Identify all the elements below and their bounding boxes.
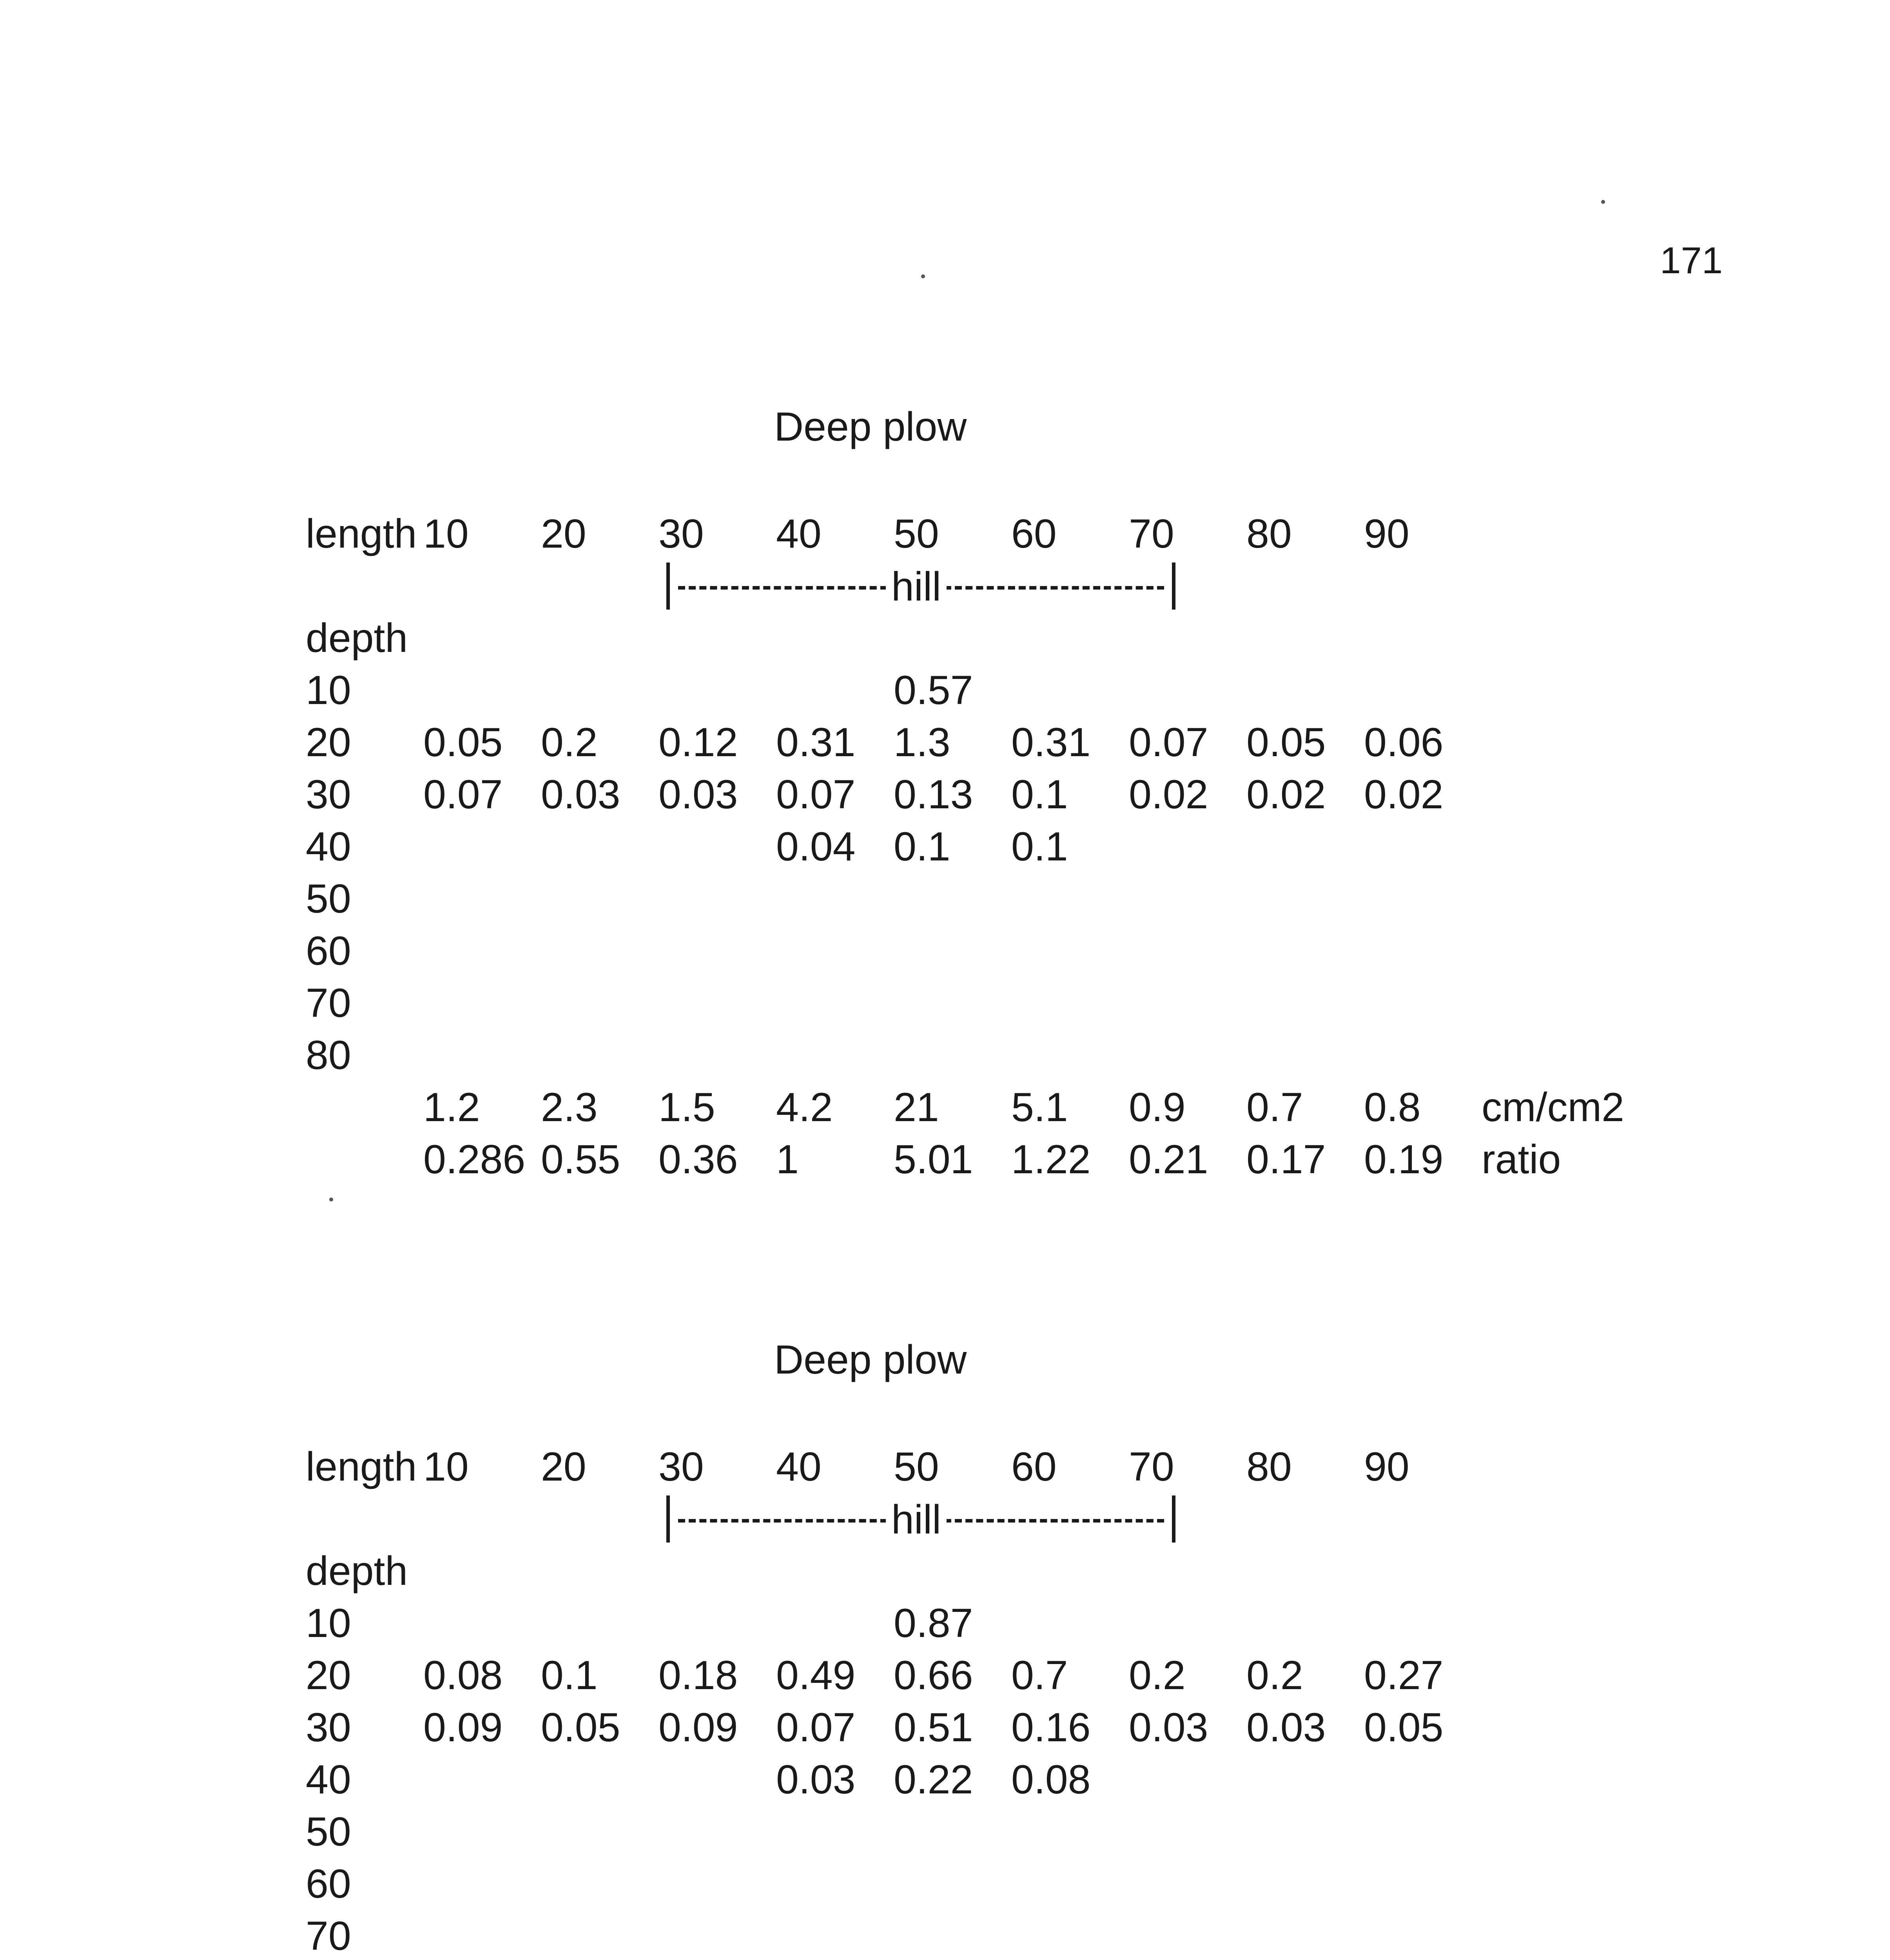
depth-row-label: 20 <box>306 1653 351 1698</box>
scan-speck <box>921 274 925 278</box>
table-cell: 0.1 <box>1011 824 1068 869</box>
table-cell: 0.07 <box>423 772 503 817</box>
table-cell: 0.05 <box>1246 720 1326 765</box>
depth-label: depth <box>306 615 408 661</box>
table-cell: 0.66 <box>894 1653 973 1698</box>
length-header: 30 <box>658 1444 704 1490</box>
table-cell: 0.04 <box>776 824 856 869</box>
length-label: length <box>306 1444 417 1490</box>
table-cell: 0.03 <box>1129 1705 1208 1750</box>
table-cell: 0.08 <box>423 1653 503 1698</box>
total-cell: 4.2 <box>776 1085 833 1130</box>
scan-speck <box>329 1198 333 1201</box>
table-cell: 0.02 <box>1364 772 1444 817</box>
depth-row-label: 20 <box>306 720 351 765</box>
total-cell: 1.2 <box>423 1085 480 1130</box>
table-cell: 0.07 <box>776 772 856 817</box>
depth-row-label: 10 <box>306 1601 351 1646</box>
length-header: 40 <box>776 511 822 557</box>
depth-row-label: 60 <box>306 928 351 974</box>
depth-row-label: 80 <box>306 1033 351 1078</box>
length-header: 10 <box>423 511 469 557</box>
table-cell: 0.13 <box>894 772 973 817</box>
table-cell: 0.05 <box>1364 1705 1444 1750</box>
table-cell: 0.51 <box>894 1705 973 1750</box>
hill-label: hill <box>886 1499 947 1540</box>
depth-row-label: 50 <box>306 1809 351 1855</box>
table-cell: 0.1 <box>1011 772 1068 817</box>
table-cell: 0.1 <box>894 824 950 869</box>
depth-row-label: 50 <box>306 876 351 922</box>
table-cell: 0.05 <box>541 1705 620 1750</box>
ratio-label: ratio <box>1482 1137 1561 1182</box>
depth-row-label: 70 <box>306 1913 351 1959</box>
table-cell: 0.31 <box>776 720 856 765</box>
ratio-cell: 5.01 <box>894 1137 973 1182</box>
table-cell: 0.05 <box>423 720 503 765</box>
table-cell: 0.49 <box>776 1653 856 1698</box>
table-cell: 0.31 <box>1011 720 1091 765</box>
table-cell: 0.03 <box>1246 1705 1326 1750</box>
table-cell: 0.22 <box>894 1757 973 1802</box>
table-title: Deep plow <box>774 404 967 450</box>
hill-bracket-left <box>666 563 670 610</box>
hill-bracket-right <box>1172 563 1175 610</box>
length-header: 80 <box>1246 1444 1292 1490</box>
total-cell: 5.1 <box>1011 1085 1068 1130</box>
table-cell: 0.2 <box>1246 1653 1303 1698</box>
table-cell: 0.07 <box>1129 720 1208 765</box>
length-header: 90 <box>1364 511 1409 557</box>
depth-row-label: 10 <box>306 668 351 713</box>
total-cell: 1.5 <box>658 1085 715 1130</box>
depth-row-label: 30 <box>306 1705 351 1750</box>
totals-unit: cm/cm2 <box>1482 1085 1624 1130</box>
length-header: 40 <box>776 1444 822 1490</box>
hill-bracket-left <box>666 1495 670 1543</box>
length-header: 10 <box>423 1444 469 1490</box>
ratio-cell: 0.19 <box>1364 1137 1444 1182</box>
table-cell: 0.2 <box>1129 1653 1186 1698</box>
length-header: 70 <box>1129 511 1174 557</box>
table-cell: 0.02 <box>1129 772 1208 817</box>
total-cell: 21 <box>894 1085 939 1130</box>
table-cell: 0.09 <box>423 1705 503 1750</box>
depth-row-label: 30 <box>306 772 351 817</box>
ratio-cell: 0.21 <box>1129 1137 1208 1182</box>
length-header: 20 <box>541 511 586 557</box>
page-number: 171 <box>1660 240 1723 281</box>
length-header: 90 <box>1364 1444 1409 1490</box>
length-header: 70 <box>1129 1444 1174 1490</box>
length-header: 30 <box>658 511 704 557</box>
table-cell: 1.3 <box>894 720 950 765</box>
table-cell: 0.03 <box>658 772 738 817</box>
hill-bracket-right <box>1172 1495 1175 1543</box>
table-cell: 0.09 <box>658 1705 738 1750</box>
table-cell: 0.7 <box>1011 1653 1068 1698</box>
total-cell: 0.9 <box>1129 1085 1186 1130</box>
length-header: 20 <box>541 1444 586 1490</box>
table-cell: 0.03 <box>776 1757 856 1802</box>
ratio-cell: 1 <box>776 1137 799 1182</box>
length-header: 50 <box>894 1444 939 1490</box>
depth-row-label: 40 <box>306 824 351 869</box>
table-cell: 0.57 <box>894 668 973 713</box>
total-cell: 2.3 <box>541 1085 598 1130</box>
length-header: 80 <box>1246 511 1292 557</box>
ratio-cell: 0.286 <box>423 1137 526 1182</box>
table-cell: 0.27 <box>1364 1653 1444 1698</box>
total-cell: 0.8 <box>1364 1085 1421 1130</box>
depth-row-label: 60 <box>306 1861 351 1907</box>
ratio-cell: 1.22 <box>1011 1137 1091 1182</box>
table-cell: 0.87 <box>894 1601 973 1646</box>
table-cell: 0.16 <box>1011 1705 1091 1750</box>
table-cell: 0.12 <box>658 720 738 765</box>
table-cell: 0.06 <box>1364 720 1444 765</box>
depth-label: depth <box>306 1548 408 1594</box>
table-cell: 0.2 <box>541 720 598 765</box>
table-cell: 0.1 <box>541 1653 598 1698</box>
table-cell: 0.07 <box>776 1705 856 1750</box>
length-header: 60 <box>1011 511 1057 557</box>
table-cell: 0.08 <box>1011 1757 1091 1802</box>
total-cell: 0.7 <box>1246 1085 1303 1130</box>
length-header: 60 <box>1011 1444 1057 1490</box>
length-label: length <box>306 511 417 557</box>
depth-row-label: 40 <box>306 1757 351 1802</box>
hill-label: hill <box>886 566 947 607</box>
table-cell: 0.18 <box>658 1653 738 1698</box>
table-cell: 0.03 <box>541 772 620 817</box>
ratio-cell: 0.55 <box>541 1137 620 1182</box>
table-cell: 0.02 <box>1246 772 1326 817</box>
scan-speck <box>1601 200 1605 204</box>
depth-row-label: 70 <box>306 980 351 1026</box>
length-header: 50 <box>894 511 939 557</box>
ratio-cell: 0.36 <box>658 1137 738 1182</box>
table-title: Deep plow <box>774 1337 967 1383</box>
ratio-cell: 0.17 <box>1246 1137 1326 1182</box>
